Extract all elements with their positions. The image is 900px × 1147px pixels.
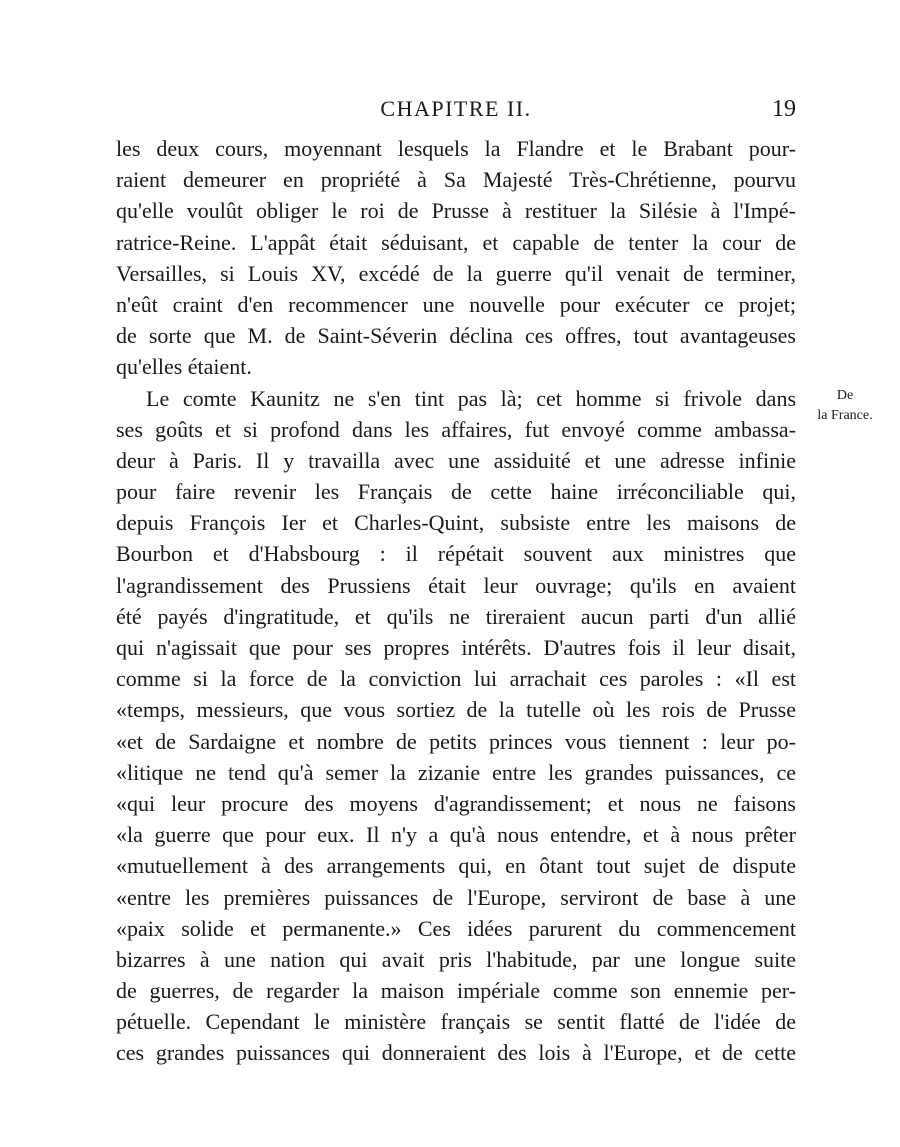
text-line: l'agrandissement des Prussiens était leur ouvrage; qu'ils en avaient xyxy=(116,572,796,598)
text-line: «paix solide et permanente.» Ces idées parurent du commencement xyxy=(116,915,796,941)
text-line: les deux cours, moyennant lesquels la Flandre et le Brabant pour- xyxy=(116,136,796,161)
text-line: «qui leur procure des moyens d'agrandissement; et nous ne faisons xyxy=(116,790,796,816)
margin-note xyxy=(802,386,888,426)
text-line: bizarres à une nation qui avait pris l'habitude, par une longue suite xyxy=(116,946,796,972)
margin-note-line: De xyxy=(836,388,854,403)
text-line: pour faire revenir les Français de cette haine irréconciliable qui, xyxy=(116,479,796,505)
text-line: été payés d'ingratitude, et qu'ils ne tireraient aucun parti d'un allié xyxy=(116,603,796,629)
text-line: raient demeurer en propriété à Sa Majesté Très-Chrétienne, pourvu xyxy=(116,167,796,193)
text-line: qu'elle voulût obliger le roi de Prusse à restituer la Silésie à l'Impé- xyxy=(116,198,796,224)
text-line: de sorte que M. de Saint-Séverin déclina ces offres, tout avantageuses xyxy=(116,323,796,349)
text-line: Versailles, si Louis XV, excédé de la guerre qu'il venait de terminer, xyxy=(116,260,796,286)
text-line: «litique ne tend qu'à semer la zizanie entre les grandes puissances, ce xyxy=(116,759,796,785)
running-head xyxy=(116,92,796,126)
text-line: Le comte Kaunitz ne s'en tint pas là; cet homme si frivole dans xyxy=(146,385,796,411)
text-line: ses goûts et si profond dans les affaires, fut envoyé comme ambassa- xyxy=(116,416,796,442)
text-line: «entre les premières puissances de l'Europe, serviront de base à une xyxy=(116,884,796,910)
text-line: «mutuellement à des arrangements qui, en ôtant tout sujet de dispute xyxy=(116,853,796,879)
text-line: qui n'agissait que pour ses propres intérêts. D'autres fois il leur disait, xyxy=(116,635,796,660)
text-line: deur à Paris. Il y travailla avec une assiduité et une adresse infinie xyxy=(116,447,796,473)
text-line: qu'elles étaient. xyxy=(116,354,252,380)
text-line: Bourbon et d'Habsbourg : il répétait souvent aux ministres que xyxy=(116,541,796,567)
text-line: de guerres, de regarder la maison impériale comme son ennemie per- xyxy=(116,978,796,1004)
chapter-title: CHAPITRE II. xyxy=(380,96,532,121)
text-line: pétuelle. Cependant le ministère français se sentit flatté de l'idée de xyxy=(116,1009,796,1035)
text-line: «et de Sardaigne et nombre de petits princes vous tiennent : leur po- xyxy=(116,728,796,754)
page-number: 19 xyxy=(772,96,796,122)
text-line: depuis François Ier et Charles-Quint, subsiste entre les maisons de xyxy=(116,510,796,536)
text-line: comme si la force de la conviction lui arrachait ces paroles : «Il est xyxy=(116,666,796,692)
text-line: «la guerre que pour eux. Il n'y a qu'à nous entendre, et à nous prêter xyxy=(116,822,796,848)
text-line: «temps, messieurs, que vous sortiez de la tutelle où les rois de Prusse xyxy=(116,697,796,723)
body-text xyxy=(116,133,796,1069)
margin-note-line: la France. xyxy=(817,408,873,423)
text-line: ratrice-Reine. L'appât était séduisant, et capable de tenter la cour de xyxy=(116,229,796,255)
text-line: n'eût craint d'en recommencer une nouvelle pour exécuter ce projet; xyxy=(116,291,796,317)
text-line: ces grandes puissances qui donneraient des lois à l'Europe, et de cette xyxy=(116,1040,796,1066)
